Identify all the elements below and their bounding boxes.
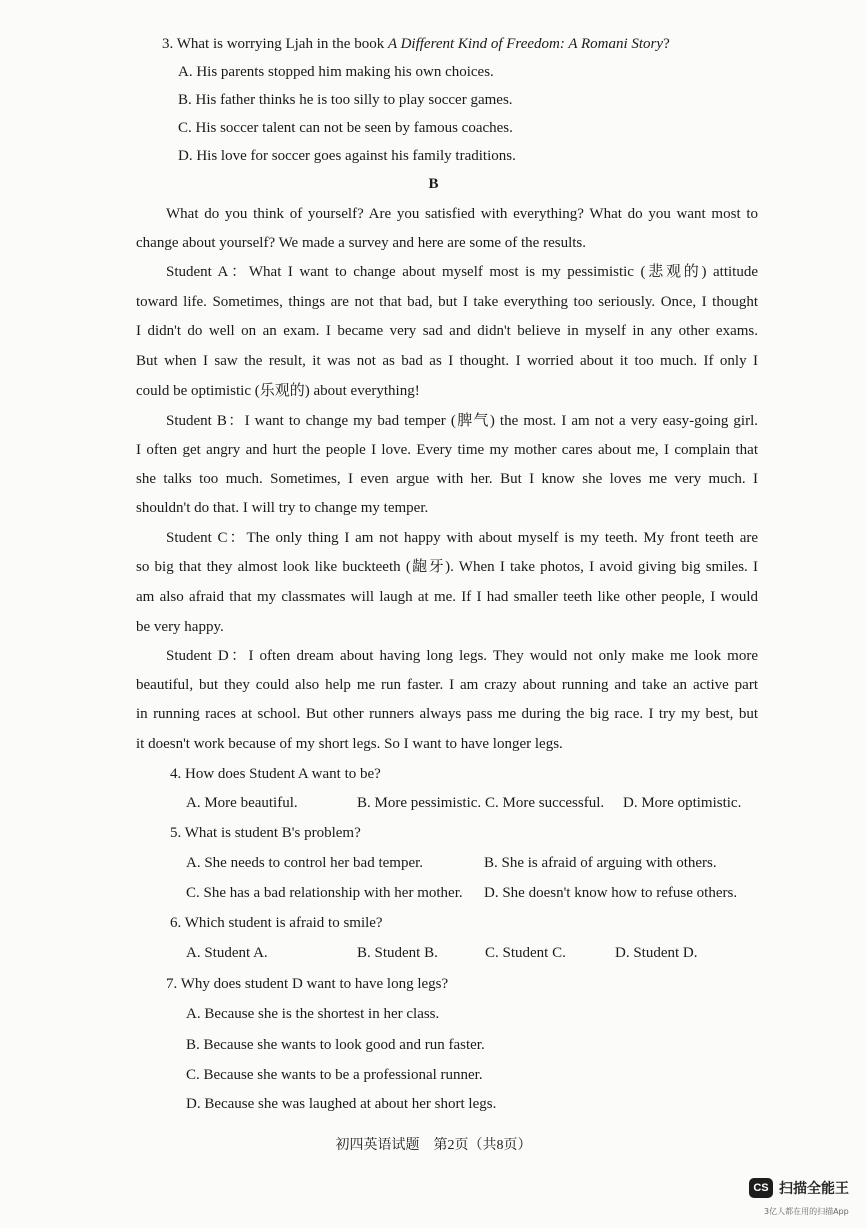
- q3-option-a: A. His parents stopped him making his own choices.: [178, 64, 494, 80]
- student-a-line-1: Student A：What I want to change about myself most is my pessimistic (悲观的) attitude: [166, 264, 758, 280]
- q6-stem: 6. Which student is afraid to smile?: [170, 915, 383, 931]
- intro-line-2: change about yourself? We made a survey and here are some of the results.: [136, 235, 587, 251]
- q3-book-title: A Different Kind of Freedom: A Romani Story: [387, 36, 664, 52]
- student-c-line-3: am also afraid that my classmates will laugh at me. If I had smaller teeth like other people, I would: [136, 589, 758, 605]
- q4-stem: 4. How does Student A want to be?: [170, 766, 381, 782]
- student-b-line-2: I often get angry and hurt the people I love. Every time my mother cares about me, I complain that: [136, 442, 758, 458]
- q7-option-c: C. Because she wants to be a professional runner.: [186, 1067, 483, 1083]
- student-d-line-1: Student D：I often dream about having long legs. They would not only make me look more: [166, 648, 758, 664]
- q3-option-d: D. His love for soccer goes against his family traditions.: [178, 148, 516, 164]
- student-d-line-4: it doesn't work because of my short legs. So I want to have longer legs.: [136, 736, 563, 752]
- student-a-line-4: But when I saw the result, it was not as bad as I thought. I worried about it too much. If only I: [136, 353, 758, 369]
- page-footer: 初四英语试题 第2页（共8页）: [335, 1138, 532, 1153]
- q5-option-b: B. She is afraid of arguing with others.: [484, 855, 717, 871]
- q7-stem: 7. Why does student D want to have long legs?: [166, 976, 449, 992]
- student-b-line-3: she talks too much. Sometimes, I even argue with her. But I know she loves me very much. I: [136, 471, 758, 487]
- q5-option-d: D. She doesn't know how to refuse others.: [484, 885, 738, 901]
- q6-option-d: D. Student D.: [615, 945, 698, 961]
- q4-option-c: C. More successful.: [485, 795, 605, 811]
- section-heading: B: [428, 176, 439, 192]
- intro-line-1: What do you think of yourself? Are you satisfied with everything? What do you want most to: [166, 206, 758, 222]
- student-c-line-2: so big that they almost look like buckteeth (龅牙). When I take photos, I avoid giving big smiles. I: [136, 559, 758, 575]
- q4-option-d: D. More optimistic.: [623, 795, 742, 811]
- student-d-line-2: beautiful, but they could also help me run faster. I am crazy about running and take an active part: [136, 677, 758, 693]
- student-a-line-3: I didn't do well on an exam. I became very sad and didn't believe in myself in any other exams.: [136, 323, 758, 339]
- q4-option-b: B. More pessimistic.: [357, 795, 482, 811]
- watermark-tagline: 3亿人都在用的扫描App: [764, 1207, 849, 1216]
- q4-option-a: A. More beautiful.: [186, 795, 298, 811]
- q3-stem-prefix: 3. What is worrying Ljah in the book: [162, 36, 388, 52]
- student-c-line-1: Student C：The only thing I am not happy with about myself is my teeth. My front teeth are: [166, 530, 758, 546]
- q7-option-b: B. Because she wants to look good and run faster.: [186, 1037, 485, 1053]
- student-d-line-3: in running races at school. But other runners always pass me during the big race. I try my best, but: [136, 706, 758, 722]
- q3-option-b: B. His father thinks he is too silly to play soccer games.: [178, 92, 513, 108]
- student-a-line-5: could be optimistic (乐观的) about everything!: [136, 383, 420, 399]
- q3-option-c: C. His soccer talent can not be seen by famous coaches.: [178, 120, 513, 136]
- student-b-line-4: shouldn't do that. I will try to change my temper.: [136, 500, 429, 516]
- q5-option-a: A. She needs to control her bad temper.: [186, 855, 424, 871]
- q7-option-a: A. Because she is the shortest in her class.: [186, 1006, 440, 1022]
- watermark-app-name: 扫描全能王: [779, 1181, 849, 1197]
- camscanner-logo-icon: CS: [749, 1178, 773, 1198]
- q3-stem-suffix: ?: [663, 36, 670, 52]
- q6-option-b: B. Student B.: [357, 945, 438, 961]
- q6-option-a: A. Student A.: [186, 945, 268, 961]
- student-c-line-4: be very happy.: [136, 619, 224, 635]
- q7-option-d: D. Because she was laughed at about her short legs.: [186, 1096, 497, 1112]
- q6-option-c: C. Student C.: [485, 945, 566, 961]
- student-b-line-1: Student B：I want to change my bad temper (脾气) the most. I am not a very easy-going girl.: [166, 413, 758, 429]
- scanner-watermark: [749, 1178, 849, 1198]
- q3-stem: [162, 34, 670, 54]
- q5-option-c: C. She has a bad relationship with her mother.: [186, 885, 463, 901]
- student-a-line-2: toward life. Sometimes, things are not that bad, but I take everything too seriously. Once, I thought: [136, 294, 758, 310]
- q5-stem: 5. What is student B's problem?: [170, 825, 361, 841]
